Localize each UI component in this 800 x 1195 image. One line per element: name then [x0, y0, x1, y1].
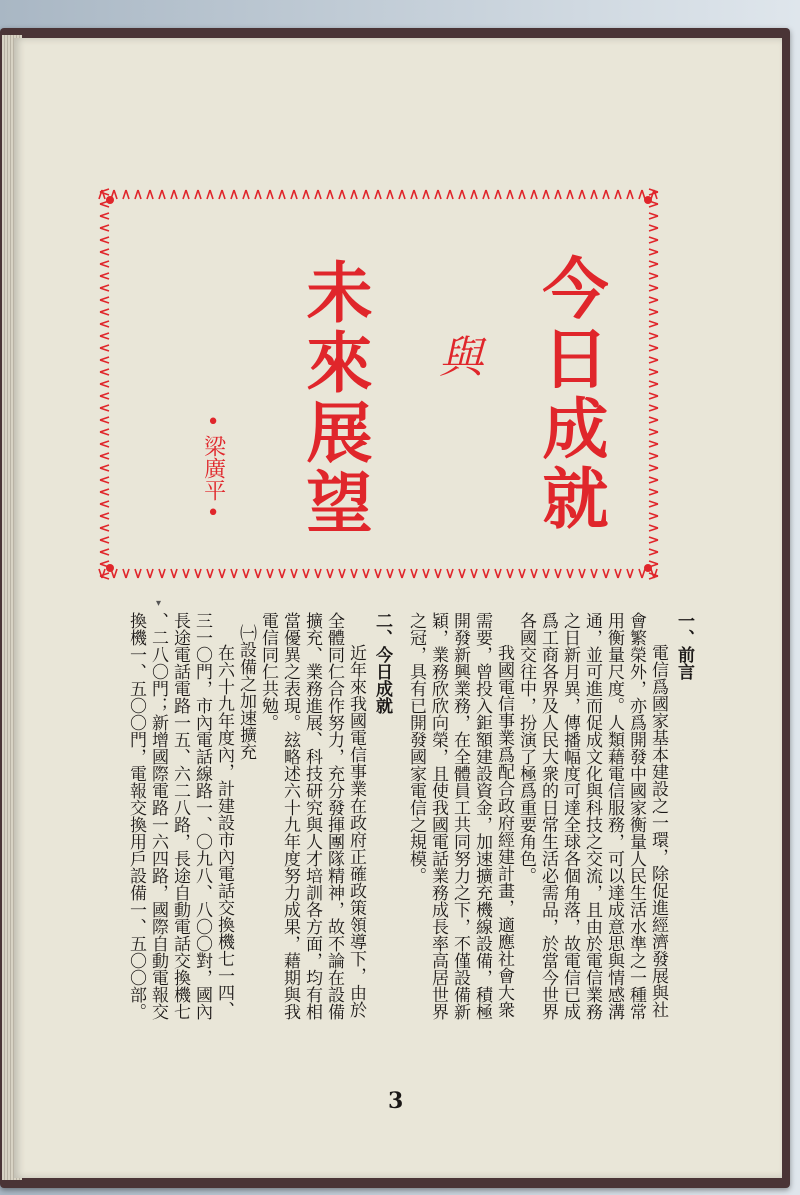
tiny-mark: ▾	[156, 598, 162, 609]
title-box	[96, 186, 662, 582]
text-column: 會繁榮外，亦爲開發中國家衡量人民生活水準之一種常	[626, 612, 646, 1020]
text-column: 我國電信事業爲配合政府經建計畫，適應社會大衆	[494, 644, 514, 1018]
subsection-heading: ㈠設備之加速擴充	[236, 624, 256, 760]
text-column: 之冠，具有已開發國家電信之規模。	[406, 612, 426, 884]
author-name: •梁廣平•	[200, 410, 226, 526]
text-column: 在六十九年度內，計建設市內電話交換機七一四、	[214, 644, 234, 1018]
section-heading-achievements: 二、今日成就	[372, 612, 392, 714]
text-column: 擴充、業務進展、科技研究與人才培訓各方面，均有相	[302, 612, 322, 1020]
text-column: 近年來我國電信事業在政府正確政策領導下，由於	[346, 644, 366, 1018]
text-column: 換機一、五〇〇門，電報交換用戶設備一、五〇〇部。	[126, 612, 146, 1020]
text-column: 之日新月異，傳播幅度可達全球各個角落，故電信已成	[560, 612, 580, 1020]
article-title-line-2: 未來展望	[295, 258, 372, 538]
text-column: 電信爲國家基本建設之一環，除促進經濟發展與社	[648, 644, 668, 1018]
text-column: 穎，業務欣欣向榮，且使我國電話業務成長率高居世界	[428, 612, 448, 1020]
text-column: 全體同仁合作努力，充分發揮團隊精神，故不論在設備	[324, 612, 344, 1020]
text-column: 開發新興業務，在全體員工共同努力之下，不僅設備新	[450, 612, 470, 1020]
body-text	[126, 612, 710, 1172]
text-column: 、二八〇門；新增國際電路一六四路，國際自動電報交	[148, 612, 168, 1020]
text-column: 爲工商各界及人民大衆的日常生活必需品，於當今世界	[538, 612, 558, 1020]
text-column: 需要，曾投入鉅額建設資金，加速擴充機線設備，積極	[472, 612, 492, 1020]
text-column: 通，並可進而促成文化與科技之交流，且由於電信業務	[582, 612, 602, 1020]
section-heading-intro: 一、前言	[674, 612, 694, 680]
article-title-line-1: 今日成就	[531, 254, 608, 534]
text-column: 三一〇門，市內電話線路一、〇九八、八〇〇對，國內	[192, 612, 212, 1020]
text-column: 當優異之表現。玆略述六十九年度努力成果，藉期與我	[280, 612, 300, 1020]
article-title-connector: 與	[431, 334, 482, 378]
text-column: 用衡量尺度。人類藉電信服務，可以達成意思與情感溝	[604, 612, 624, 1020]
text-column: 電信同仁共勉。	[258, 612, 278, 731]
text-column: 各國交往中，扮演了極爲重要角色。	[516, 612, 536, 884]
text-column: 長途電話電路一五、六二八路，長途自動電話交換機七	[170, 612, 190, 1020]
page-number: 3	[388, 1088, 404, 1114]
